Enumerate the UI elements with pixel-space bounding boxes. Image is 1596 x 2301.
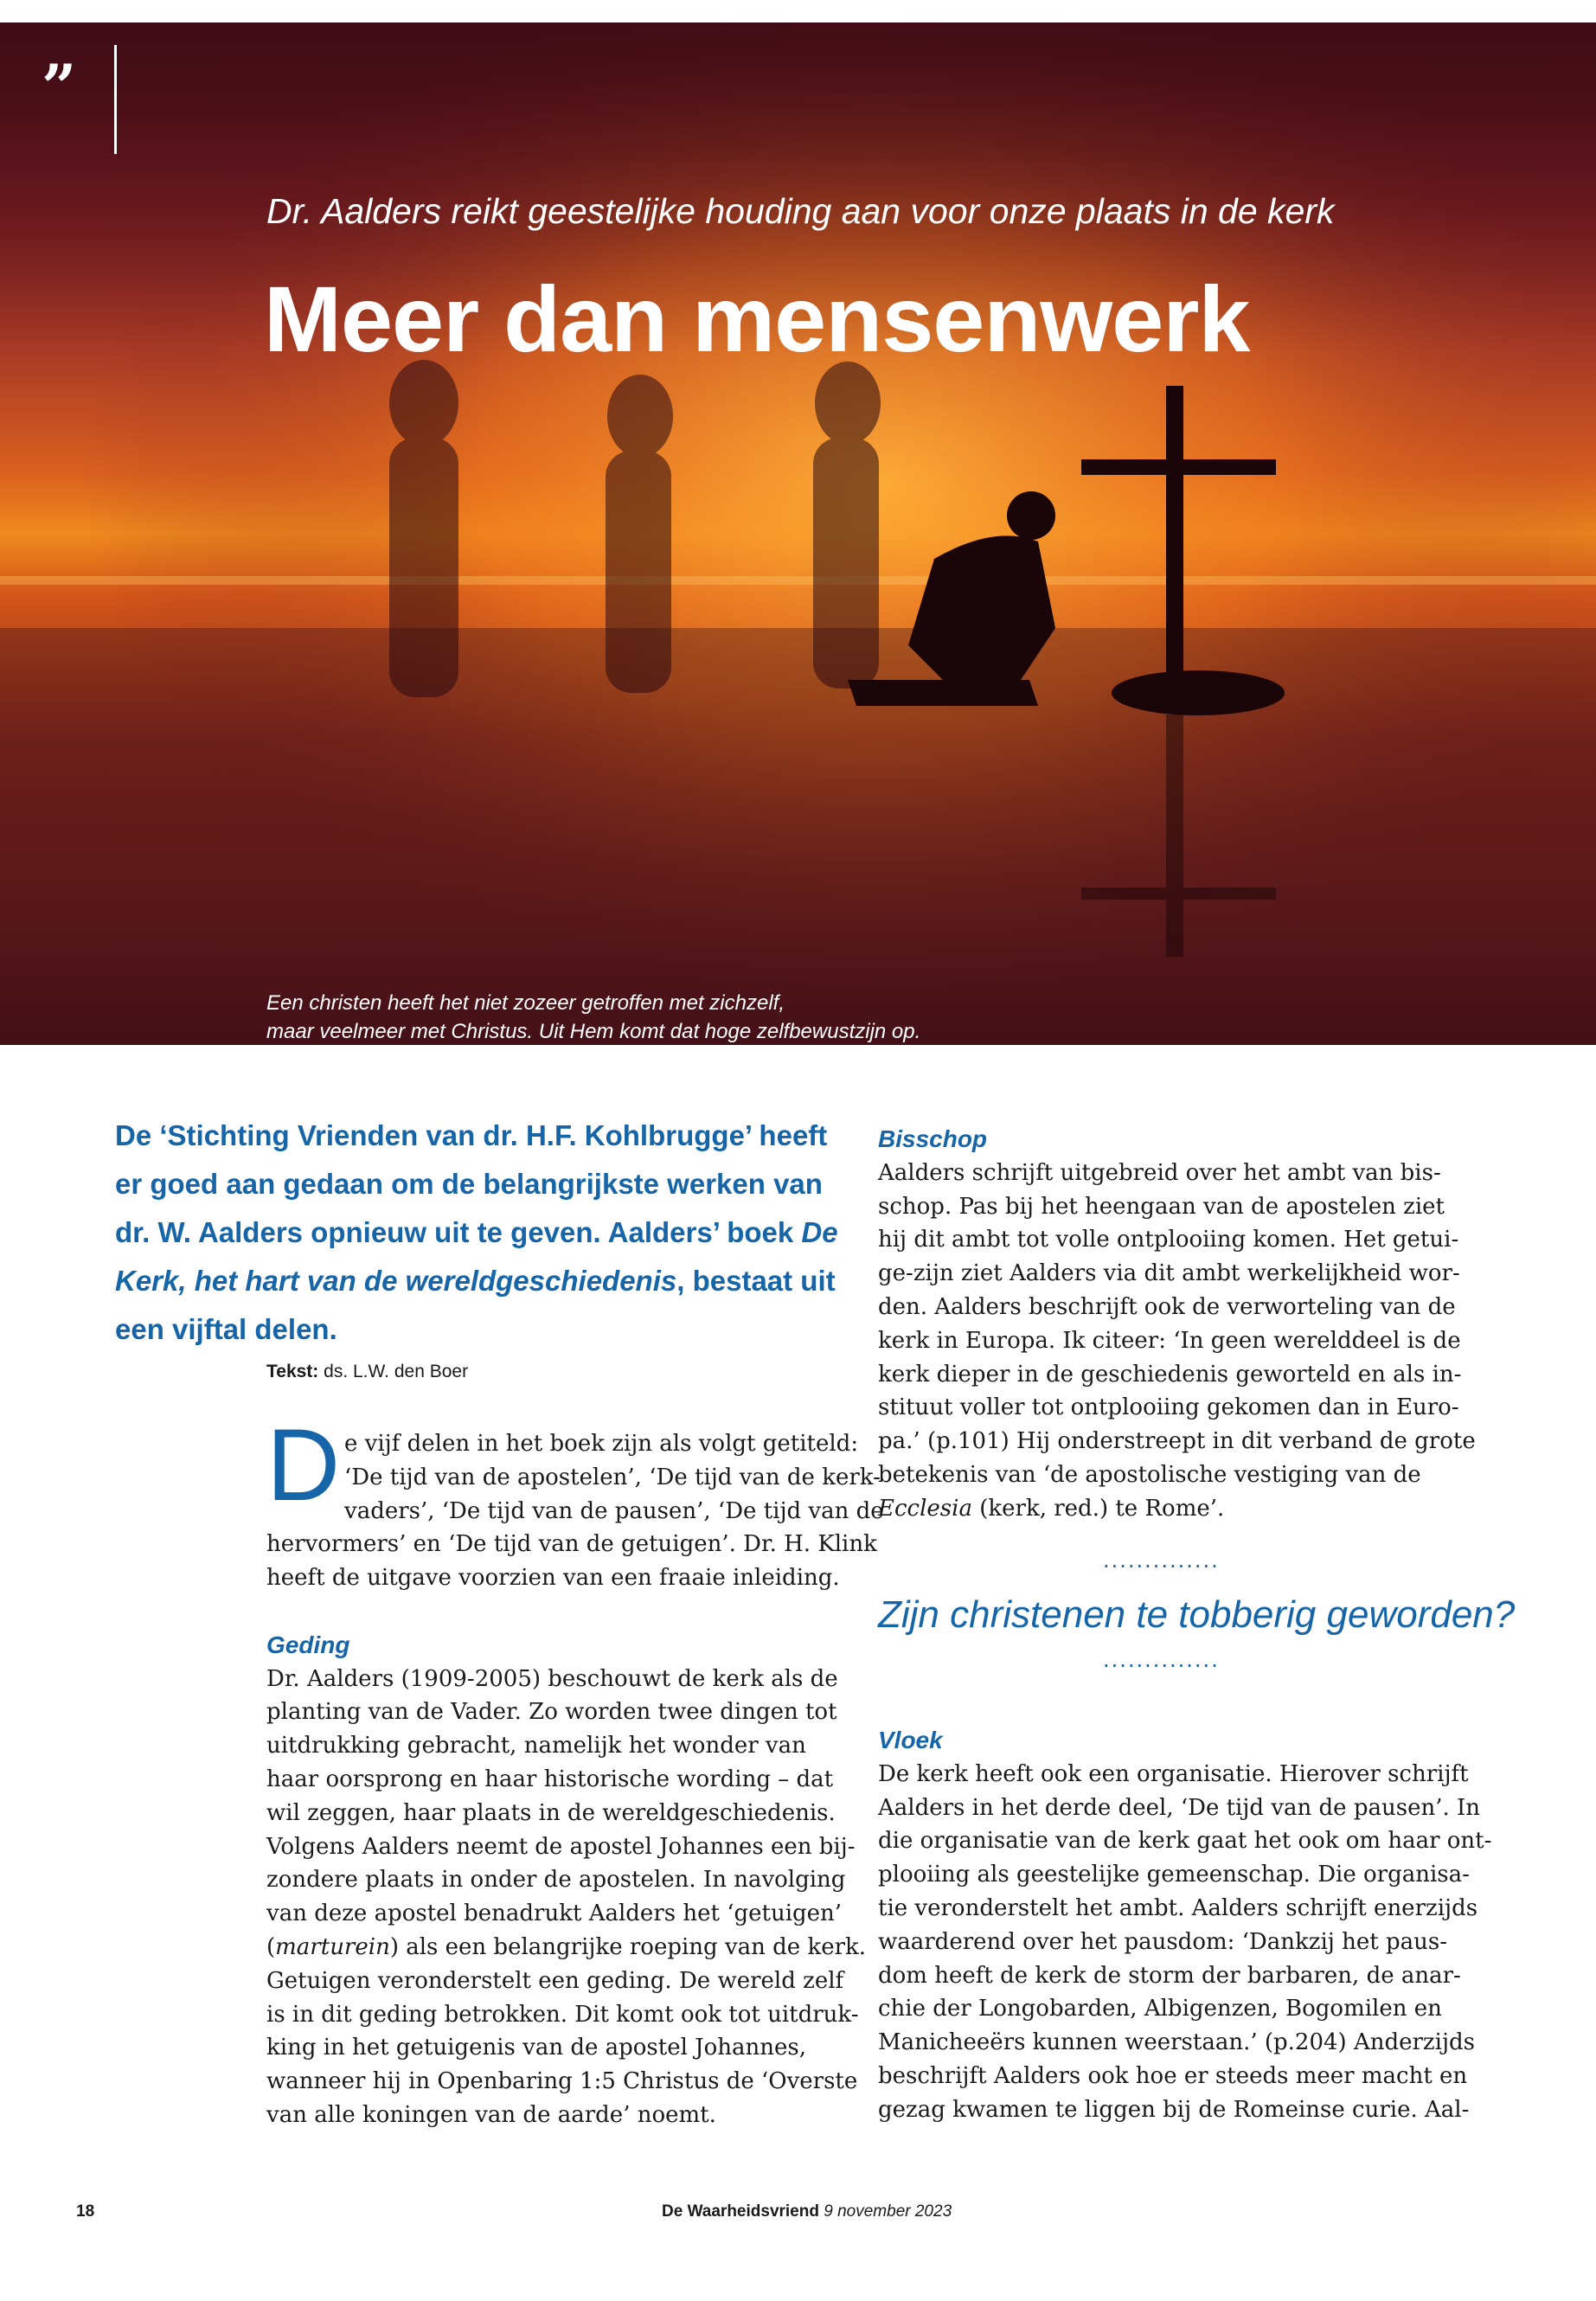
body-line: zondere plaats in onder de apostelen. In navolging [266,1867,846,1894]
body-line: kerk in Europa. Ik citeer: ‘In geen werelddeel is de [878,1327,1461,1354]
top-margin [0,0,1596,22]
intro-text-end: , bestaat uit een vijftal delen. [115,1265,836,1345]
right-column-lower [878,1724,1492,2127]
byline [266,1362,468,1382]
body-line: plooiing als geestelijke gemeenschap. Die organisa- [878,1862,1470,1888]
body-line: ‘De tijd van de apostelen’, ‘De tijd van de kerk- [344,1464,881,1490]
body-line: den. Aalders beschrijft ook de verworteling van de [878,1293,1456,1320]
byline-label: Tekst: [266,1362,319,1381]
body-line: die organisatie van de kerk gaat het ook om haar ont- [878,1828,1492,1855]
body-line: wanneer hij in Openbaring 1:5 Christus de ‘Overste [266,2068,858,2095]
body-line: planting van de Vader. Zo worden twee dingen tot [266,1699,837,1726]
article-kicker: Dr. Aalders reikt geestelijke houding aan voor onze plaats in de kerk [266,191,1335,231]
body-line: stituut voller tot ontplooiing gekomen dan in Euro- [878,1394,1459,1421]
body-line: e vijf delen in het boek zijn als volgt getiteld: [344,1431,859,1457]
body-line: betekenis van ‘de apostolische vestiging van de [878,1461,1421,1488]
body-line: tie veronderstelt het ambt. Aalders schrijft enerzijds [878,1894,1478,1921]
body-line: chie der Longobarden, Albigenzen, Bogomilen en [878,1996,1442,2022]
drop-cap: D [266,1408,341,1522]
body-line: is in dit geding betrokken. Dit komt ook tot uitdruk- [266,2001,859,2028]
section-heading-geding: Geding [266,1631,350,1658]
body-line: van deze apostel benadrukt Aalders het ‘getuigen’ [266,1900,843,1927]
publication-footer [662,2202,952,2221]
hero-photo [0,22,1596,1045]
body-line: Volgens Aalders neemt de apostel Johannes een bij- [266,1833,856,1860]
body-line [266,1931,867,1965]
body-line: hervormers’ en ‘De tijd van de getuigen’. Dr. H. Klink [266,1531,877,1558]
greek-term: marturein [275,1933,390,1960]
intro-text: De ‘Stichting Vrienden van dr. H.F. Kohlbrugge’ heeft er goed aan gedaan om de belangrijkste werken van dr. W. Aalders opnieuw uit te geven. Aalders’ boek [115,1119,828,1248]
vertical-rule [114,45,117,154]
divider-dots-bottom: .............. [1103,1648,1220,1672]
sunset-silhouette-illustration [0,22,1596,1045]
body-line: hij dit ambt tot volle ontplooiing komen. Het getui- [878,1227,1459,1253]
section-heading-vloek: Vloek [878,1727,943,1753]
body-line: haar oorsprong en haar historische wording – dat [266,1766,834,1792]
caption-line: Een christen heeft het niet zozeer getroffen met zichzelf, [266,991,785,1015]
body-line: gezag kwamen te liggen bij de Romeinse curie. Aal- [878,2096,1470,2123]
body-line: ge-zijn ziet Aalders via dit ambt werkelijkheid wor- [878,1260,1460,1287]
body-line: kerk dieper in de geschiedenis geworteld en als in- [878,1361,1462,1388]
section-heading-bisschop: Bisschop [878,1125,988,1152]
pull-quote: Zijn christenen te tobberig geworden? [878,1593,1516,1636]
body-line: vaders’, ‘De tijd van de pausen’, ‘De tijd van de [344,1497,884,1524]
body-line: beschrijft Aalders ook hoe er steeds meer macht en [878,2062,1468,2089]
body-line: Dr. Aalders (1909-2005) beschouwt de kerk als de [266,1665,838,1692]
body-line: king in het getuigenis van de apostel Johannes, [266,2035,806,2061]
body-line: De kerk heeft ook een organisatie. Hierover schrijft [878,1760,1469,1787]
body-line: uitdrukking gebracht, namelijk het wonder van [266,1733,806,1759]
body-line: pa.’ (p.101) Hij onderstreept in dit verband de grote [878,1428,1476,1455]
body-line: wil zeggen, haar plaats in de wereldgeschiedenis. [266,1799,836,1826]
intro-paragraph [115,1112,859,1354]
body-line [878,1492,1449,1526]
body-text: ) als een belangrijke roeping van de kerk. [389,1933,867,1960]
byline-author: ds. L.W. den Boer [324,1362,469,1381]
body-line: Manicheeërs kunnen weerstaan.’ (p.204) Anderzijds [878,2029,1475,2056]
spacer [266,1595,820,1629]
left-column [266,1427,884,2132]
publication-date: 9 november 2023 [824,2202,952,2221]
caption-line: maar veelmeer met Christus. Uit Hem komt dat hoge zelfbewustzijn op. [266,1020,921,1043]
book-title: De Kerk, het hart van de wereldgeschiedenis [115,1216,838,1297]
paren: ( [266,1933,276,1960]
body-line: schop. Pas bij het heengaan van de apostelen ziet [878,1193,1445,1220]
article-headline: Meer dan mensenwerk [264,266,1250,371]
body-line: Getuigen veronderstelt een geding. De wereld zelf [266,1967,844,1994]
latin-term: Ecclesia [878,1495,972,1522]
divider-dots-top: .............. [1103,1548,1220,1573]
publication-name: De Waarheidsvriend [662,2202,819,2221]
body-text: (kerk, red.) te Rome’. [971,1495,1225,1522]
page-number: 18 [76,2202,95,2221]
body-line: van alle koningen van de aarde’ noemt. [266,2101,716,2128]
right-column [878,1123,1476,1526]
body-line: Aalders schrijft uitgebreid over het ambt van bis- [878,1159,1441,1186]
quote-icon: ” [42,51,77,123]
body-line: dom heeft de kerk de storm der barbaren, de anar- [878,1962,1461,1989]
body-line: heeft de uitgave voorzien van een fraaie inleiding. [266,1565,840,1592]
body-line: Aalders in het derde deel, ‘De tijd van de pausen’. In [878,1794,1481,1821]
body-line: waarderend over het pausdom: ‘Dankzij het paus- [878,1928,1447,1955]
photo-caption [266,989,920,1045]
